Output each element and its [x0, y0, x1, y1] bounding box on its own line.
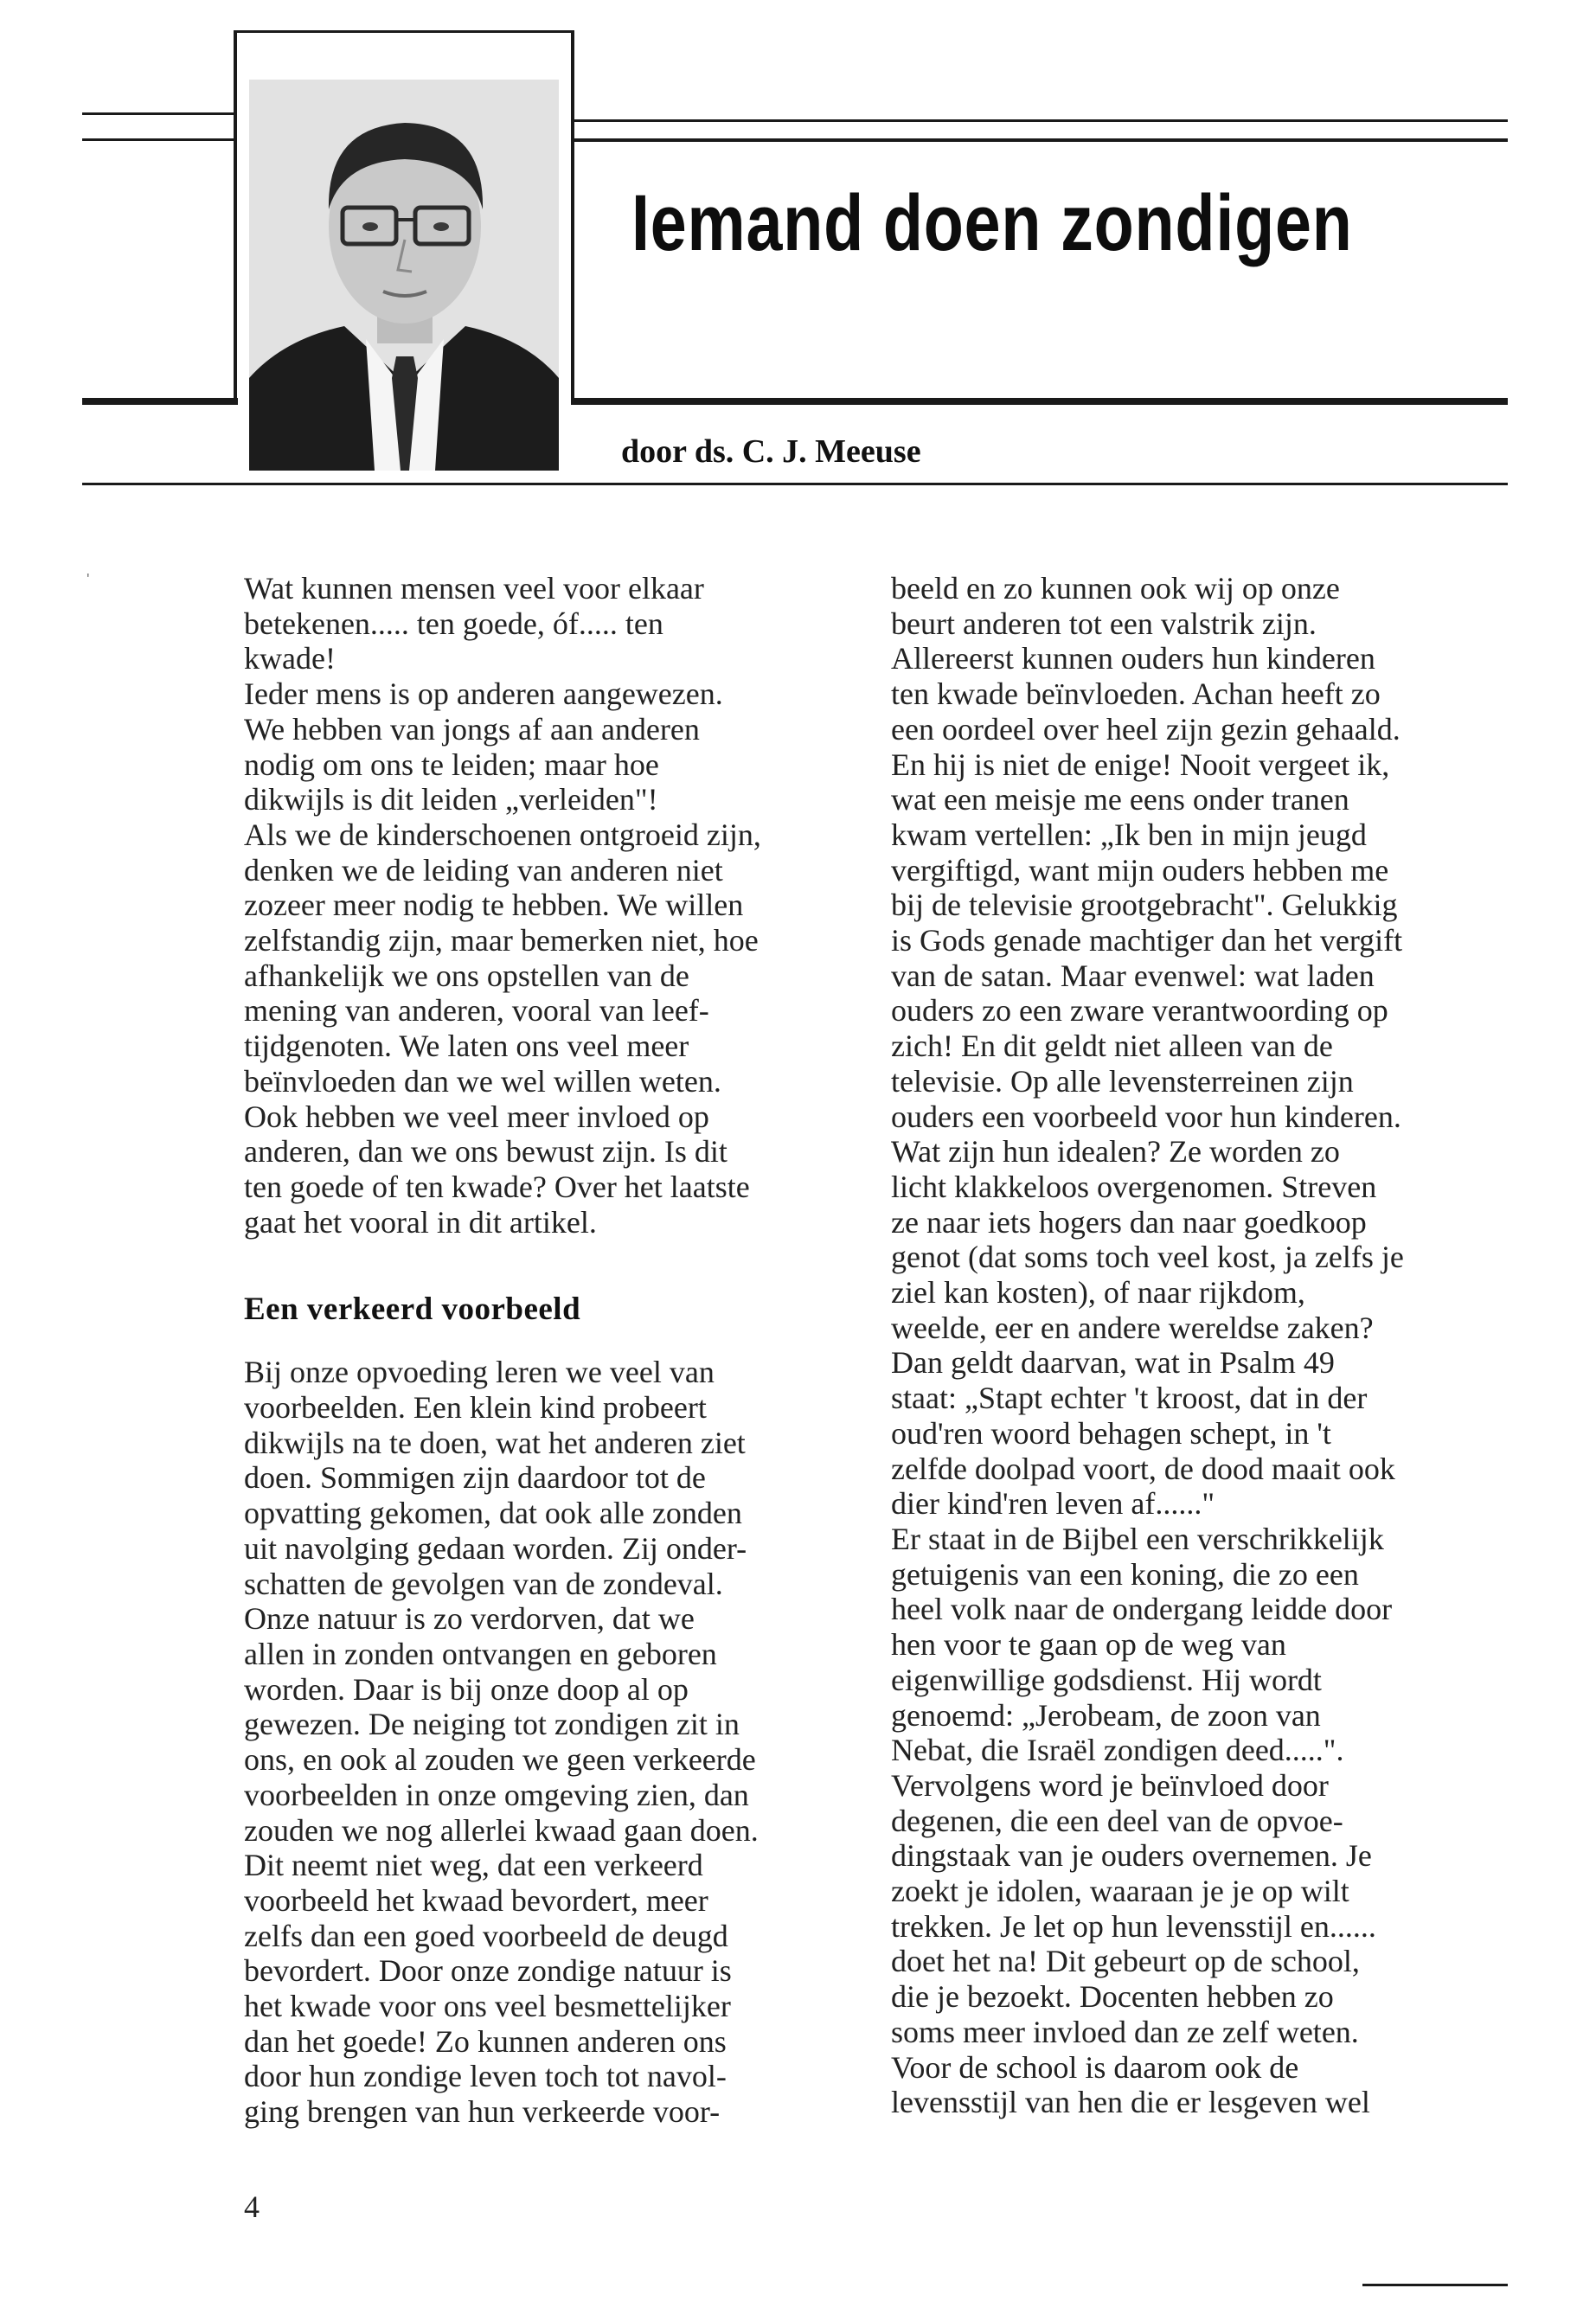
text-line: doen. Sommigen zijn daardoor tot de [244, 1460, 706, 1496]
text-line: Ook hebben we veel meer invloed op [244, 1099, 709, 1134]
text-line: heel volk naar de ondergang leidde door [891, 1592, 1393, 1627]
text-line: dier kind'ren leven af......" [891, 1486, 1215, 1522]
author-photo [249, 80, 559, 471]
text-line: door hun zondige leven toch tot navol- [244, 2059, 727, 2094]
text-line: dikwijls na te doen, wat het anderen ziet [244, 1425, 746, 1460]
text-line: denken we de leiding van anderen niet [244, 852, 723, 888]
text-line: gewezen. De neiging tot zondigen zit in [244, 1707, 740, 1742]
text-line: nodig om ons te leiden; maar hoe [244, 747, 659, 782]
text-line: voorbeeld het kwaad bevordert, meer [244, 1882, 708, 1918]
text-line: Als we de kinderschoenen ontgroeid zijn, [244, 817, 761, 852]
text-line: beïnvloeden dan we wel willen weten. [244, 1063, 721, 1099]
text-line: het kwade voor ons veel besmettelijker [244, 1989, 731, 2024]
text-line: zouden we nog allerlei kwaad gaan doen. [244, 1812, 759, 1848]
text-line: is Gods genade machtiger dan het vergift [891, 923, 1403, 958]
header-rule-top-left-lower [82, 138, 236, 141]
text-line: weelde, eer en andere wereldse zaken? [891, 1310, 1374, 1345]
text-line: eigenwillige godsdienst. Hij wordt [891, 1662, 1322, 1697]
text-line: zelfstandig zijn, maar bemerken niet, hoe [244, 923, 759, 958]
text-line: schatten de gevolgen van de zondeval. [244, 1566, 723, 1601]
header-rule-thick-right [571, 398, 1508, 405]
text-line: zelfs dan een goed voorbeeld de deugd [244, 1918, 728, 1953]
text-line: Dan geldt daarvan, wat in Psalm 49 [891, 1345, 1335, 1381]
text-line: van de satan. Maar evenwel: wat laden [891, 958, 1375, 993]
text-line: gaat het vooral in dit artikel. [244, 1204, 597, 1240]
text-line: zich! En dit geldt niet alleen van de [891, 1029, 1333, 1064]
text-line: ziel kan kosten), of naar rijkdom, [891, 1275, 1305, 1311]
header-frame-right-edge [571, 30, 574, 402]
text-line: uit navolging gedaan worden. Zij onder- [244, 1530, 747, 1566]
text-line: worden. Daar is bij onze doop al op [244, 1671, 689, 1707]
header-frame-top [234, 30, 574, 33]
text-line: een oordeel over heel zijn gezin gehaald. [891, 711, 1401, 747]
text-line: licht klakkeloos overgenomen. Streven [891, 1169, 1377, 1204]
text-line: ze naar iets hogers dan naar goedkoop [891, 1204, 1367, 1240]
section-heading: Een verkeerd voorbeeld [244, 1292, 581, 1328]
text-line: dan het goede! Zo kunnen anderen ons [244, 2023, 727, 2059]
text-line: beurt anderen tot een valstrik zijn. [891, 606, 1317, 641]
text-line: vergiftigd, want mijn ouders hebben me [891, 852, 1389, 888]
text-line: oud'ren woord behagen schept, in 't [891, 1415, 1331, 1451]
text-line: levensstijl van hen die er lesgeven wel [891, 2085, 1370, 2120]
text-line: voorbeelden. Een klein kind probeert [244, 1390, 707, 1426]
section-paragraph [244, 1355, 761, 2129]
page-number: 4 [244, 2189, 260, 2224]
text-line: zozeer meer nodig te hebben. We willen [244, 888, 744, 923]
text-line: staat: „Stapt echter 't kroost, dat in der [891, 1381, 1368, 1416]
text-line: ouders een voorbeeld voor hun kinderen. [891, 1099, 1401, 1134]
intro-paragraph [244, 571, 761, 1240]
text-line: mening van anderen, vooral van leef- [244, 993, 709, 1029]
header-rule-top-left [82, 112, 236, 115]
text-line: Onze natuur is zo verdorven, dat we [244, 1601, 695, 1637]
text-line: Voor de school is daarom ook de [891, 2049, 1299, 2085]
text-line: bij de televisie grootgebracht". Gelukkig [891, 888, 1398, 923]
text-line: ouders zo een zware verantwoording op [891, 993, 1388, 1029]
text-line: dikwijls is dit leiden „verleiden"! [244, 782, 658, 817]
text-line: En hij is niet de enige! Nooit vergeet ik, [891, 747, 1390, 782]
text-line: anderen, dan we ons bewust zijn. Is dit [244, 1134, 727, 1170]
text-line: ten goede of ten kwade? Over het laatste [244, 1169, 750, 1204]
text-line: Wat kunnen mensen veel voor elkaar [244, 571, 704, 606]
right-column-text [891, 571, 1404, 2120]
text-line: allen in zonden ontvangen en geboren [244, 1636, 717, 1671]
article-title: Iemand doen zondigen [631, 179, 1353, 267]
text-line: Wat zijn hun idealen? Ze worden zo [891, 1134, 1340, 1170]
margin-mark: ' [87, 571, 90, 588]
header-frame-left-edge [234, 30, 237, 402]
text-line: genot (dat soms toch veel kost, ja zelfs je [891, 1240, 1404, 1275]
text-line: bevordert. Door onze zondige natuur is [244, 1953, 732, 1989]
text-line: opvatting gekomen, dat ook alle zonden [244, 1496, 742, 1531]
text-line: wat een meisje me eens onder tranen [891, 782, 1349, 817]
text-line: kwam vertellen: „Ik ben in mijn jeugd [891, 817, 1367, 852]
header-rule-bottom [82, 483, 1508, 485]
text-line: betekenen..... ten goede, óf..... ten [244, 606, 663, 641]
text-line: Ieder mens is op anderen aangewezen. [244, 676, 723, 712]
text-line: Allereerst kunnen ouders hun kinderen [891, 641, 1375, 676]
text-line: trekken. Je let op hun levensstijl en...... [891, 1908, 1376, 1944]
text-line: kwade! [244, 641, 336, 676]
text-line: Vervolgens word je beïnvloed door [891, 1767, 1329, 1803]
left-column [244, 571, 761, 2130]
text-line: die je bezoekt. Docenten hebben zo [891, 1979, 1334, 2015]
text-line: zoekt je idolen, waaraan je je op wilt [891, 1874, 1349, 1909]
text-line: dingstaak van je ouders overnemen. Je [891, 1838, 1372, 1874]
text-line: Bij onze opvoeding leren we veel van [244, 1355, 715, 1390]
text-line: ging brengen van hun verkeerde voor- [244, 2094, 721, 2130]
article-byline: door ds. C. J. Meeuse [621, 433, 921, 470]
text-line: genoemd: „Jerobeam, de zoon van [891, 1697, 1321, 1733]
text-line: Er staat in de Bijbel een verschrikkelijk [891, 1521, 1384, 1556]
text-line: voorbeelden in onze omgeving zien, dan [244, 1777, 749, 1812]
text-line: afhankelijk we ons opstellen van de [244, 958, 689, 993]
text-line: beeld en zo kunnen ook wij op onze [891, 571, 1340, 606]
right-column [891, 571, 1404, 2120]
header-rule-thick-left [82, 398, 238, 405]
text-line: hen voor te gaan op de weg van [891, 1627, 1286, 1663]
text-line: doet het na! Dit gebeurt op de school, [891, 1944, 1360, 1979]
text-line: degenen, die een deel van de opvoe- [891, 1803, 1343, 1838]
text-line: ons, en ook al zouden we geen verkeerde [244, 1742, 756, 1778]
text-line: Dit neemt niet weg, dat een verkeerd [244, 1848, 703, 1883]
text-line: tijdgenoten. We laten ons veel meer [244, 1029, 689, 1064]
text-line: getuigenis van een koning, die zo een [891, 1556, 1359, 1592]
text-line: zelfde doolpad voort, de dood maait ook [891, 1451, 1395, 1486]
footer-rule [1362, 2284, 1508, 2286]
text-line: Nebat, die Israël zondigen deed.....". [891, 1733, 1344, 1768]
text-line: We hebben van jongs af aan anderen [244, 711, 700, 747]
text-line: soms meer invloed dan ze zelf weten. [891, 2014, 1359, 2049]
text-line: televisie. Op alle levensterreinen zijn [891, 1063, 1354, 1099]
header-rule-top-right-lower [571, 138, 1508, 142]
text-line: ten kwade beïnvloeden. Achan heeft zo [891, 676, 1381, 712]
header-rule-top-right [571, 119, 1508, 122]
